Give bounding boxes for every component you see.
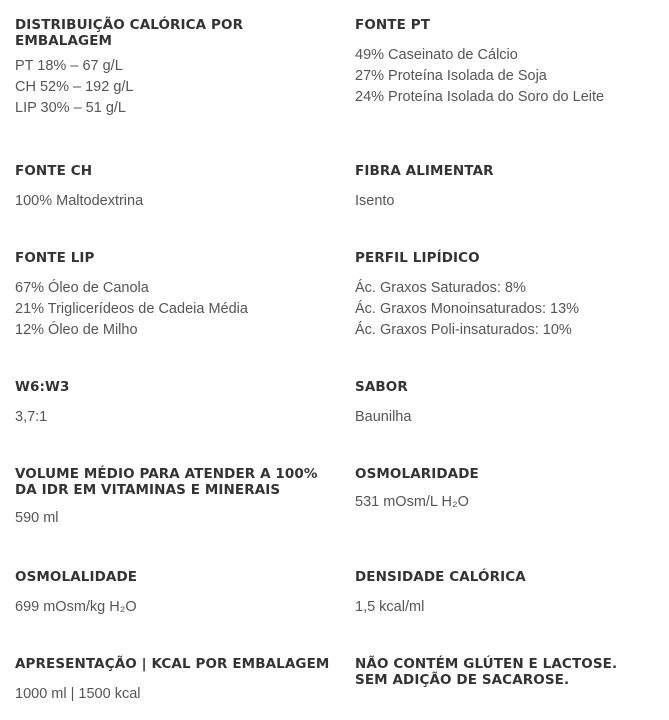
value-line: LIP 30% – 51 g/L bbox=[15, 100, 126, 116]
value-line: Ác. Graxos Poli-insaturados: 10% bbox=[355, 322, 572, 338]
spec-apresentacao bbox=[15, 656, 340, 705]
value-line: Ác. Graxos Saturados: 8% bbox=[355, 280, 526, 296]
spec-fonte-ch bbox=[15, 163, 340, 212]
value-line: 49% Caseinato de Cálcio bbox=[355, 47, 518, 63]
spec-sabor bbox=[355, 379, 655, 428]
spec-nao-contem bbox=[355, 656, 645, 688]
spec-osmolaridade bbox=[355, 466, 655, 513]
section-title: W6:W3 bbox=[15, 379, 70, 395]
section-title: PERFIL LIPÍDICO bbox=[355, 250, 480, 266]
value-line: 67% Óleo de Canola bbox=[15, 280, 149, 296]
section-values bbox=[15, 407, 340, 428]
section-values bbox=[15, 56, 340, 119]
value-line: 12% Óleo de Milho bbox=[15, 322, 138, 338]
section-values bbox=[15, 278, 340, 341]
section-values bbox=[355, 191, 655, 212]
value-line: 1,5 kcal/ml bbox=[355, 599, 425, 615]
spec-perfil-lipidico bbox=[355, 250, 655, 341]
section-values bbox=[355, 45, 655, 108]
spec-fonte-lip bbox=[15, 250, 340, 341]
section-title: FONTE PT bbox=[355, 17, 431, 33]
section-title: DENSIDADE CALÓRICA bbox=[355, 569, 526, 585]
section-title: APRESENTAÇÃO | KCAL POR EMBALAGEM bbox=[15, 656, 330, 672]
section-title: OSMOLARIDADE bbox=[355, 466, 479, 482]
spec-fibra-alimentar bbox=[355, 163, 655, 212]
value-line: 27% Proteína Isolada de Soja bbox=[355, 68, 547, 84]
section-values bbox=[355, 407, 655, 428]
value-line: 3,7:1 bbox=[15, 409, 48, 425]
value-line: PT 18% – 67 g/L bbox=[15, 58, 123, 74]
section-values bbox=[15, 191, 340, 212]
section-title: FONTE LIP bbox=[15, 250, 95, 266]
section-title: NÃO CONTÉM GLÚTEN E LACTOSE. SEM ADIÇÃO DE SACAROSE. bbox=[355, 656, 618, 688]
value-line: CH 52% – 192 g/L bbox=[15, 79, 134, 95]
section-values bbox=[355, 492, 655, 513]
section-title: FONTE CH bbox=[15, 163, 93, 179]
section-values bbox=[15, 684, 340, 705]
value-line: Ác. Graxos Monoinsaturados: 13% bbox=[355, 301, 580, 317]
value-line: 1000 ml | 1500 kcal bbox=[15, 686, 141, 702]
section-title: DISTRIBUIÇÃO CALÓRICA POR EMBALAGEM bbox=[15, 17, 244, 49]
value-line: 100% Maltodextrina bbox=[15, 193, 144, 209]
section-values bbox=[355, 278, 655, 341]
spec-densidade-calorica bbox=[355, 569, 655, 618]
spec-w6-w3 bbox=[15, 379, 340, 428]
value-line: 531 mOsm/L H₂O bbox=[355, 494, 469, 510]
section-values bbox=[355, 597, 655, 618]
spec-fonte-pt bbox=[355, 17, 655, 108]
value-line: Isento bbox=[355, 193, 395, 209]
section-values bbox=[15, 597, 340, 618]
value-line: 24% Proteína Isolada do Soro do Leite bbox=[355, 89, 605, 105]
section-values bbox=[15, 508, 340, 529]
section-title: FIBRA ALIMENTAR bbox=[355, 163, 494, 179]
spec-osmolalidade bbox=[15, 569, 340, 618]
section-title: SABOR bbox=[355, 379, 408, 395]
value-line: 590 ml bbox=[15, 510, 59, 526]
value-line: 21% Triglicerídeos de Cadeia Média bbox=[15, 301, 248, 317]
spec-distribuicao-calorica bbox=[15, 17, 340, 119]
section-title: VOLUME MÉDIO PARA ATENDER A 100% DA IDR EM VITAMINAS E MINERAIS bbox=[15, 466, 318, 498]
spec-volume-medio bbox=[15, 466, 340, 529]
section-title: OSMOLALIDADE bbox=[15, 569, 138, 585]
value-line: Baunilha bbox=[355, 409, 412, 425]
value-line: 699 mOsm/kg H₂O bbox=[15, 599, 137, 615]
